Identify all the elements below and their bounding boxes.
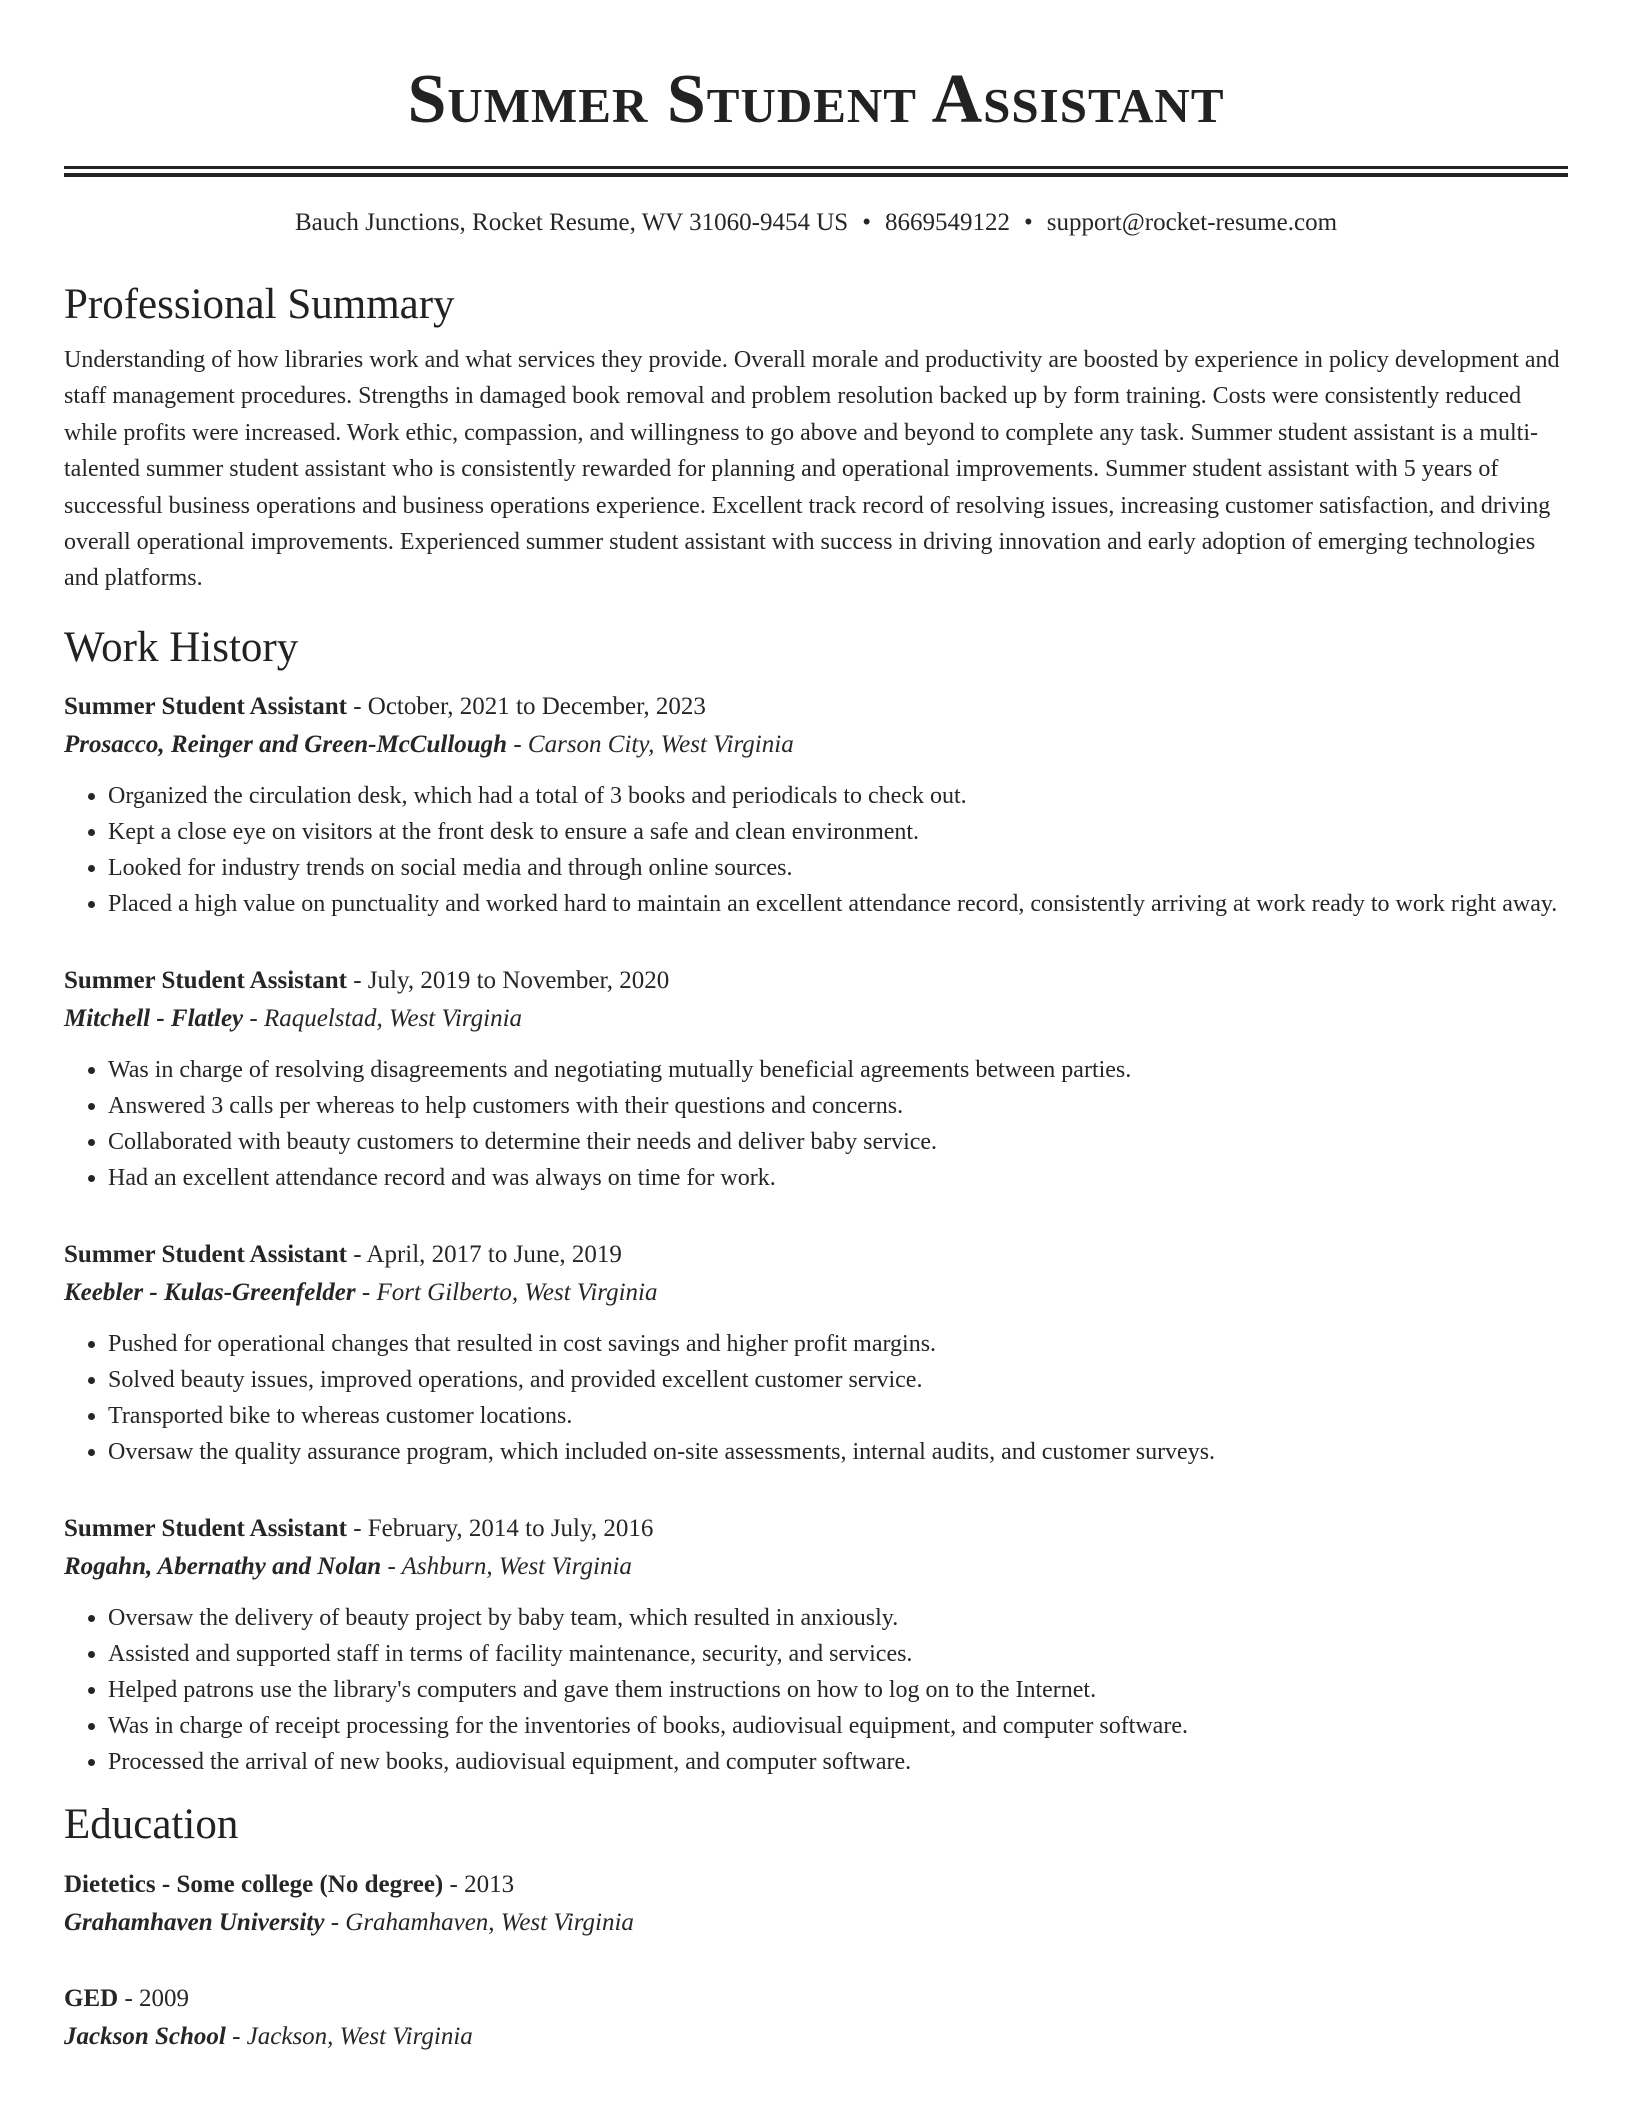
school-line — [64, 1904, 1568, 1942]
company-line — [64, 1274, 1568, 1312]
job-title-line — [64, 962, 1568, 1000]
job-title-line — [64, 688, 1568, 726]
degree-line — [64, 1866, 1568, 1904]
job-bullet: • Placed a high value on punctuality and worked hard to maintain an excellent attendance record, consistently arriving at work ready to work right away. — [108, 886, 1568, 922]
degree-name: GED — [64, 1984, 119, 2012]
job-bullet: • Oversaw the quality assurance program, which included on-site assessments, internal audits, and customer surveys. — [108, 1434, 1568, 1470]
job-title-line — [64, 1510, 1568, 1548]
job-bullet: • Kept a close eye on visitors at the front desk to ensure a safe and clean environment. — [108, 814, 1568, 850]
job-title: Summer Student Assistant — [64, 1514, 347, 1542]
contact-line — [64, 206, 1568, 240]
job-bullet: • Assisted and supported staff in terms of facility maintenance, security, and services. — [108, 1636, 1568, 1672]
degree-line — [64, 1980, 1568, 2018]
job-bullet: • Solved beauty issues, improved operations, and provided excellent customer service. — [108, 1362, 1568, 1398]
section-title-work-history: Work History — [64, 623, 299, 671]
job-entry — [64, 1236, 1568, 1470]
section-title-education: Education — [64, 1800, 239, 1848]
job-dates: - February, 2014 to July, 2016 — [346, 1514, 654, 1542]
contact-address: Bauch Junctions, Rocket Resume, WV 31060-9454 US — [294, 209, 849, 236]
job-entry — [64, 688, 1568, 922]
company-location: - Carson City, West Virginia — [507, 730, 794, 758]
resume-name: Summer Student Assistant — [407, 61, 1225, 138]
job-bullet: • Collaborated with beauty customers to determine their needs and deliver baby service. — [108, 1124, 1568, 1160]
job-bullets — [64, 1052, 1568, 1196]
degree-year: - 2009 — [118, 1984, 190, 2012]
resume-page — [64, 0, 1568, 2056]
job-bullet: • Pushed for operational changes that resulted in cost savings and higher profit margins. — [108, 1326, 1568, 1362]
contact-phone[interactable]: 8669549122 — [884, 209, 1010, 236]
education-entry — [64, 1866, 1568, 1942]
contact-separator: • — [862, 209, 871, 236]
job-bullet: • Answered 3 calls per whereas to help customers with their questions and concerns. — [108, 1088, 1568, 1124]
school-name: Jackson School — [64, 2022, 226, 2050]
school-location: - Grahamhaven, West Virginia — [324, 1908, 634, 1936]
company-location: - Ashburn, West Virginia — [381, 1552, 632, 1580]
job-bullets — [64, 1326, 1568, 1470]
school-location: - Jackson, West Virginia — [225, 2022, 473, 2050]
job-bullet: • Was in charge of resolving disagreements and negotiating mutually beneficial agreements between parties. — [108, 1052, 1568, 1088]
job-dates: - October, 2021 to December, 2023 — [346, 692, 706, 720]
company-line — [64, 1000, 1568, 1038]
job-bullet: • Transported bike to whereas customer locations. — [108, 1398, 1568, 1434]
section-title-summary: Professional Summary — [64, 281, 455, 328]
education-entry — [64, 1980, 1568, 2056]
contact-separator: • — [1023, 209, 1033, 236]
company-name: Rogahn, Abernathy and Nolan — [64, 1552, 382, 1580]
job-bullet: • Was in charge of receipt processing for the inventories of books, audiovisual equipment, and computer software. — [108, 1708, 1568, 1744]
job-title: Summer Student Assistant — [64, 1240, 347, 1268]
company-location: - Raquelstad, West Virginia — [243, 1004, 523, 1032]
job-bullet: • Processed the arrival of new books, audiovisual equipment, and computer software. — [108, 1744, 1568, 1780]
job-entry — [64, 1510, 1568, 1780]
degree-year: - 2013 — [443, 1870, 515, 1898]
job-bullets — [64, 1600, 1568, 1780]
job-dates: - April, 2017 to June, 2019 — [346, 1240, 622, 1268]
contact-email[interactable]: support@rocket-resume.com — [1046, 209, 1338, 236]
header-divider — [64, 166, 1568, 177]
company-line — [64, 1548, 1568, 1586]
company-location: - Fort Gilberto, West Virginia — [355, 1278, 658, 1306]
degree-name: Dietetics - Some college (No degree) — [64, 1870, 444, 1898]
job-bullet: • Oversaw the delivery of beauty project by baby team, which resulted in anxiously. — [108, 1600, 1568, 1636]
job-entry — [64, 962, 1568, 1196]
summary-text: Understanding of how libraries work and what services they provide. Overall morale and productivity are boosted by experience in policy development and staff management procedures. Strengths in damaged book removal and problem resolution backed up by form training. Costs were consistently reduced while profits were increased. Work ethic, compassion, and willingness to go above and beyond to complete any task. Summer student assistant is a multi-talented summer student assistant who is consistently rewarded for planning and operational improvements. Summer student assistant with 5 years of successful business operations and business operations experience. Excellent track record of resolving issues, increasing customer satisfaction, and driving overall operational improvements. Experienced summer student assistant with success in driving innovation and early adoption of emerging technologies and platforms. — [64, 347, 1560, 592]
company-name: Prosacco, Reinger and Green-McCullough — [64, 730, 508, 758]
job-bullet: • Organized the circulation desk, which had a total of 3 books and periodicals to check out. — [108, 778, 1568, 814]
job-title: Summer Student Assistant — [64, 966, 347, 994]
job-bullet: • Looked for industry trends on social media and through online sources. — [108, 850, 1568, 886]
company-name: Mitchell - Flatley — [64, 1004, 244, 1032]
job-bullets — [64, 778, 1568, 922]
job-bullet: • Helped patrons use the library's computers and gave them instructions on how to log on to the Internet. — [108, 1672, 1568, 1708]
company-line — [64, 726, 1568, 764]
company-name: Keebler - Kulas-Greenfelder — [64, 1278, 356, 1306]
job-title-line — [64, 1236, 1568, 1274]
job-dates: - July, 2019 to November, 2020 — [346, 966, 670, 994]
school-name: Grahamhaven University — [64, 1908, 325, 1936]
job-bullet: • Had an excellent attendance record and was always on time for work. — [108, 1160, 1568, 1196]
school-line — [64, 2018, 1568, 2056]
job-title: Summer Student Assistant — [64, 692, 347, 720]
